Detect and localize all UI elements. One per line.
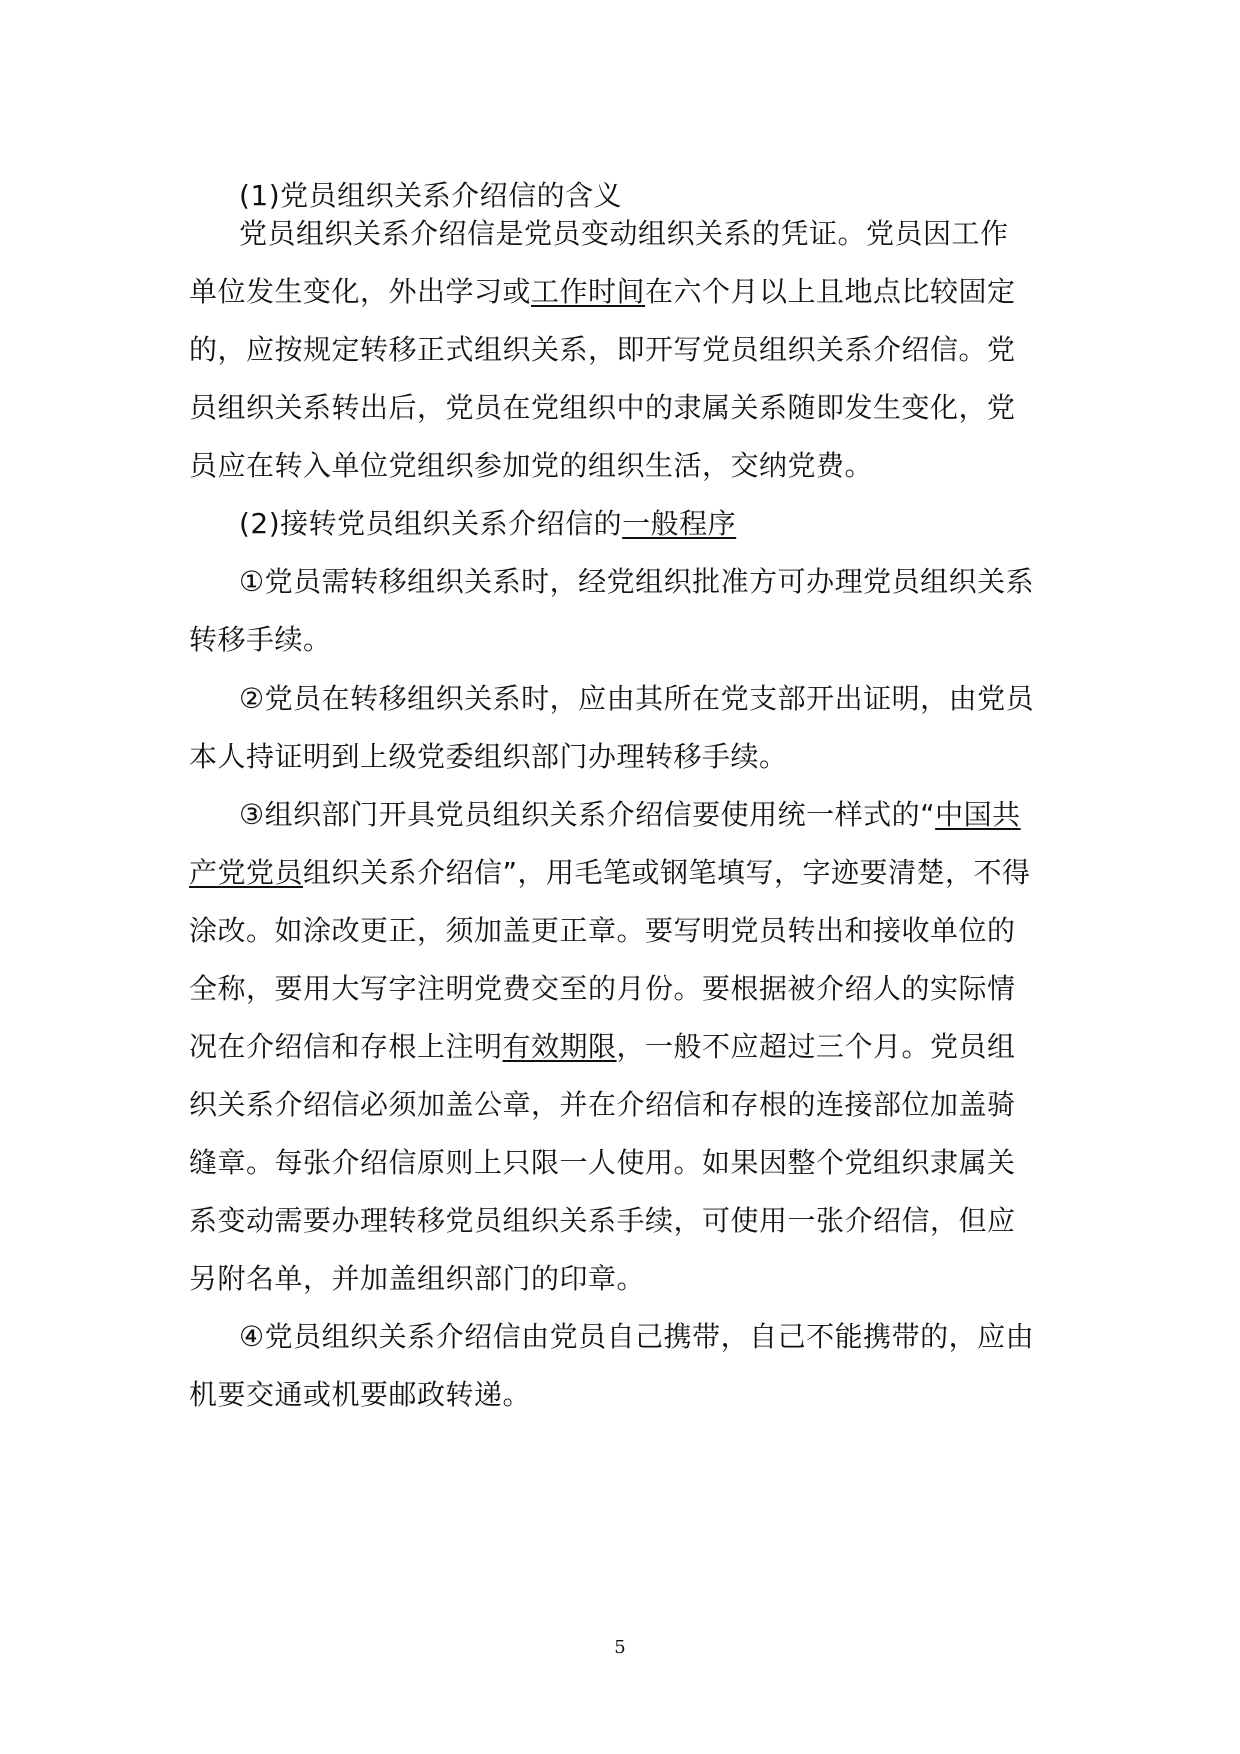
item-2-line-2 xyxy=(189,737,788,777)
item-3-line-5 xyxy=(189,1027,1016,1067)
item-3-line-9 xyxy=(189,1259,645,1299)
paragraph-1-line-5 xyxy=(189,446,873,486)
item-3-line-7 xyxy=(189,1143,1016,1183)
text: ③组织部门开具党员组织关系介绍信要使用统一样式的“ xyxy=(239,798,936,831)
item-3-line-6 xyxy=(189,1085,1016,1125)
underlined-term-cpc-part-1: 中国共 xyxy=(935,798,1021,831)
text: (2)接转党员组织关系介绍信的 xyxy=(239,507,623,540)
underlined-term-general-procedure: 一般程序 xyxy=(622,507,737,540)
text: 涂改。如涂改更正，须加盖更正章。要写明党员转出和接收单位的 xyxy=(189,914,1016,947)
text: 在六个月以上且地点比较固定 xyxy=(645,275,1016,308)
item-3-line-2 xyxy=(189,853,1031,893)
underlined-term-work-time: 工作时间 xyxy=(531,275,646,308)
item-1-line-1 xyxy=(239,562,1034,602)
item-4-line-2 xyxy=(189,1375,531,1415)
text: 况在介绍信和存根上注明 xyxy=(189,1030,503,1063)
item-3-line-8 xyxy=(189,1201,1016,1241)
paragraph-1-line-3 xyxy=(189,330,1016,370)
page-number: 5 xyxy=(614,1637,626,1658)
text: 员应在转入单位党组织参加党的组织生活，交纳党费。 xyxy=(189,449,874,482)
section-heading-2 xyxy=(239,504,736,544)
paragraph-1-line-2 xyxy=(189,272,1016,312)
text: 织关系介绍信必须加盖公章，并在介绍信和存根的连接部位加盖骑 xyxy=(189,1088,1016,1121)
text: 单位发生变化，外出学习或 xyxy=(189,275,532,308)
text: 另附名单，并加盖组织部门的印章。 xyxy=(189,1262,646,1295)
text: ①党员需转移组织关系时，经党组织批准方可办理党员组织关系 xyxy=(239,565,1035,598)
text: ④党员组织关系介绍信由党员自己携带，自己不能携带的，应由 xyxy=(239,1320,1035,1353)
text: 机要交通或机要邮政转递。 xyxy=(189,1378,532,1411)
text: 的，应按规定转移正式组织关系，即开写党员组织关系介绍信。党 xyxy=(189,333,1016,366)
item-3-line-4 xyxy=(189,969,1016,1009)
underlined-term-cpc-part-2: 产党党员 xyxy=(189,856,304,889)
item-1-line-2 xyxy=(189,620,332,660)
paragraph-1-line-1 xyxy=(239,214,1009,254)
item-2-line-1 xyxy=(239,679,1034,719)
text: 组织关系介绍信”，用毛笔或钢笔填写，字迹要清楚，不得 xyxy=(303,856,1031,889)
text: ②党员在转移组织关系时，应由其所在党支部开出证明，由党员 xyxy=(239,682,1035,715)
text: 全称，要用大写字注明党费交至的月份。要根据被介绍人的实际情 xyxy=(189,972,1016,1005)
text: 缝章。每张介绍信原则上只限一人使用。如果因整个党组织隶属关 xyxy=(189,1146,1016,1179)
text: 本人持证明到上级党委组织部门办理转移手续。 xyxy=(189,740,788,773)
item-3-line-1 xyxy=(239,795,1021,835)
underlined-term-validity-period: 有效期限 xyxy=(502,1030,617,1063)
text: 系变动需要办理转移党员组织关系手续，可使用一张介绍信，但应 xyxy=(189,1204,1016,1237)
text: 员组织关系转出后，党员在党组织中的隶属关系随即发生变化，党 xyxy=(189,391,1016,424)
item-3-line-3 xyxy=(189,911,1016,951)
text: ，一般不应超过三个月。党员组 xyxy=(616,1030,1016,1063)
section-heading-1 xyxy=(239,176,622,216)
text: 转移手续。 xyxy=(189,623,332,656)
item-4-line-1 xyxy=(239,1317,1034,1357)
paragraph-1-line-4 xyxy=(189,388,1016,428)
heading-1-text: (1)党员组织关系介绍信的含义 xyxy=(239,179,623,212)
text: 党员组织关系介绍信是党员变动组织关系的凭证。党员因工作 xyxy=(239,217,1009,250)
